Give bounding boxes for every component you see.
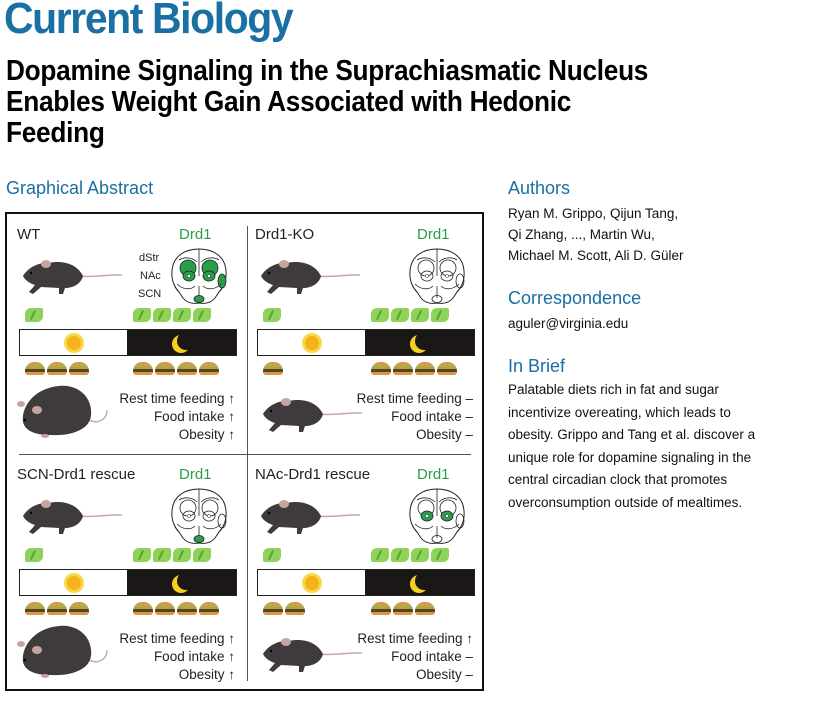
outcomes-list [357, 390, 473, 444]
burger-icon [415, 602, 435, 615]
light-dark-cycle-bar [19, 569, 237, 596]
lean-mouse-icon [257, 254, 362, 304]
lean-mouse-icon [19, 494, 124, 544]
day-phase [258, 330, 365, 355]
in-brief-line: central circadian clock that promotes [508, 472, 728, 487]
lettuce-icon [411, 548, 429, 562]
lean-mouse-icon [259, 632, 364, 682]
in-brief-line: obesity. Grippo and Tang et al. discover a [508, 427, 756, 442]
title-line: Feeding [6, 117, 105, 149]
burger-icon [25, 602, 45, 615]
panel-wt [7, 214, 247, 454]
outcomes-list [357, 630, 473, 684]
burgers-night [371, 362, 459, 376]
lettuce-icon [153, 548, 171, 562]
greens-night [133, 548, 213, 564]
outcome-row: Food intake ↑ [153, 649, 235, 664]
lettuce-icon [25, 548, 43, 562]
burger-icon [263, 602, 283, 615]
outcome-row: Rest time feeding – [356, 391, 473, 406]
panel-nac-drd1-rescue [245, 454, 485, 694]
burger-icon [285, 602, 305, 615]
outcome-sign: ↑ [228, 427, 235, 442]
outcome-row: Obesity ↑ [178, 667, 235, 682]
graphical-abstract-heading: Graphical Abstract [6, 178, 154, 198]
outcome-sign: ↑ [228, 667, 235, 682]
outcome-row: Food intake ↑ [153, 409, 235, 424]
lettuce-icon [25, 308, 43, 322]
lean-mouse-icon [259, 392, 364, 442]
outcomes-list [119, 390, 235, 444]
outcome-row: Rest time feeding ↑ [119, 391, 235, 406]
burger-icon [155, 362, 175, 375]
panel-label: SCN-Drd1 rescue [17, 466, 136, 483]
outcome-sign: – [465, 667, 473, 682]
lean-mouse-icon [19, 254, 124, 304]
burger-icon [133, 362, 153, 375]
burger-icon [133, 602, 153, 615]
drd1-label: Drd1 [417, 466, 450, 483]
author-line: Michael M. Scott, Ali D. Güler [508, 248, 684, 263]
brain-section-icon [167, 246, 231, 306]
drd1-label: Drd1 [179, 226, 212, 243]
moon-icon [415, 572, 433, 590]
obese-mouse-icon [15, 620, 125, 685]
lettuce-icon [391, 308, 409, 322]
sun-icon [305, 576, 319, 590]
in-brief-line: incentivize overeating, which leads to [508, 404, 731, 420]
panel-drd1-ko [245, 214, 485, 454]
lettuce-icon [391, 548, 409, 562]
lettuce-icon [431, 548, 449, 562]
burger-icon [69, 602, 89, 615]
light-dark-cycle-bar [257, 569, 475, 596]
lettuce-icon [263, 308, 281, 322]
journal-name: Current Biology [4, 0, 293, 43]
sun-icon [67, 576, 81, 590]
burger-icon [155, 602, 175, 615]
panel-scn-drd1-rescue [7, 454, 247, 694]
brain-section-icon [405, 246, 469, 306]
burgers-night [133, 362, 221, 376]
burgers-day [263, 602, 307, 616]
outcome-row: Food intake – [391, 649, 473, 664]
burgers-night [133, 602, 221, 616]
outcome-sign: – [465, 391, 473, 406]
outcome-sign: ↑ [228, 631, 235, 646]
article-title [6, 56, 822, 149]
burger-icon [371, 602, 391, 615]
drd1-label: Drd1 [179, 466, 212, 483]
lettuce-icon [153, 308, 171, 322]
burger-icon [263, 362, 283, 375]
lettuce-icon [411, 308, 429, 322]
outcome-sign: ↑ [228, 391, 235, 406]
day-phase [20, 330, 127, 355]
title-line: Enables Weight Gain Associated with Hedonic [6, 86, 572, 118]
brain-label-nac: NAc [140, 270, 161, 282]
panel-label: Drd1-KO [255, 226, 315, 243]
burger-icon [393, 362, 413, 375]
sun-icon [305, 336, 319, 350]
burger-icon [393, 602, 413, 615]
lettuce-icon [173, 308, 191, 322]
greens-night [371, 548, 451, 564]
burger-icon [25, 362, 45, 375]
brain-section-icon [167, 486, 231, 546]
burger-icon [177, 362, 197, 375]
greens-night [133, 308, 213, 324]
night-phase [127, 330, 236, 355]
day-phase [258, 570, 365, 595]
burger-icon [199, 362, 219, 375]
lettuce-icon [133, 548, 151, 562]
lean-mouse-icon [257, 494, 362, 544]
outcome-row: Rest time feeding ↑ [357, 631, 473, 646]
in-brief-text [508, 379, 820, 514]
greens-day [263, 308, 283, 324]
light-dark-cycle-bar [19, 329, 237, 356]
burger-icon [47, 602, 67, 615]
night-phase [127, 570, 236, 595]
author-line: Qi Zhang, ..., Martin Wu, [508, 227, 655, 242]
in-brief-heading: In Brief [508, 356, 566, 376]
burgers-night [371, 602, 437, 616]
burger-icon [177, 602, 197, 615]
brain-label-scn: SCN [138, 288, 162, 300]
greens-day [25, 548, 45, 564]
lettuce-icon [193, 308, 211, 322]
burger-icon [69, 362, 89, 375]
outcome-sign: – [465, 427, 473, 442]
lettuce-icon [371, 548, 389, 562]
outcomes-list [119, 630, 235, 684]
lettuce-icon [173, 548, 191, 562]
brain-label-dstr: dStr [139, 252, 160, 264]
sun-icon [67, 336, 81, 350]
drd1-label: Drd1 [417, 226, 450, 243]
outcome-row: Rest time feeding ↑ [119, 631, 235, 646]
graphical-abstract-figure [5, 212, 484, 691]
panel-label: WT [17, 226, 41, 243]
burger-icon [199, 602, 219, 615]
outcome-sign: – [465, 649, 473, 664]
correspondence-email[interactable]: aguler@virginia.edu [508, 316, 629, 331]
light-dark-cycle-bar [257, 329, 475, 356]
lettuce-icon [133, 308, 151, 322]
greens-night [371, 308, 451, 324]
brain-section-icon [405, 486, 469, 546]
outcome-row: Obesity ↑ [178, 427, 235, 442]
moon-icon [415, 332, 433, 350]
outcome-sign: ↑ [228, 649, 235, 664]
burger-icon [437, 362, 457, 375]
authors-list [508, 203, 820, 266]
moon-icon [177, 572, 195, 590]
outcome-row: Obesity – [415, 427, 473, 442]
sidebar [508, 178, 820, 514]
burgers-day [25, 362, 91, 376]
outcome-sign: – [465, 409, 473, 424]
in-brief-line: unique role for dopamine signaling in the [508, 449, 752, 465]
night-phase [365, 570, 474, 595]
outcome-row: Obesity – [415, 667, 473, 682]
panel-label: NAc-Drd1 rescue [255, 466, 371, 483]
outcome-row: Food intake – [391, 409, 473, 424]
day-phase [20, 570, 127, 595]
lettuce-icon [371, 308, 389, 322]
burger-icon [47, 362, 67, 375]
authors-heading: Authors [508, 178, 571, 198]
moon-icon [177, 332, 195, 350]
correspondence-heading: Correspondence [508, 288, 642, 308]
outcome-sign: ↑ [228, 409, 235, 424]
greens-day [25, 308, 45, 324]
in-brief-line: overconsumption outside of mealtimes. [508, 494, 743, 510]
lettuce-icon [431, 308, 449, 322]
greens-day [263, 548, 283, 564]
obese-mouse-icon [15, 380, 125, 445]
title-line: Dopamine Signaling in the Suprachiasmatic Nucleus [6, 55, 649, 87]
lettuce-icon [263, 548, 281, 562]
lettuce-icon [193, 548, 211, 562]
burgers-day [25, 602, 91, 616]
burger-icon [415, 362, 435, 375]
burgers-day [263, 362, 285, 376]
author-line: Ryan M. Grippo, Qijun Tang, [508, 206, 679, 221]
night-phase [365, 330, 474, 355]
in-brief-line: Palatable diets rich in fat and sugar [508, 382, 719, 397]
outcome-sign: ↑ [466, 631, 473, 646]
burger-icon [371, 362, 391, 375]
